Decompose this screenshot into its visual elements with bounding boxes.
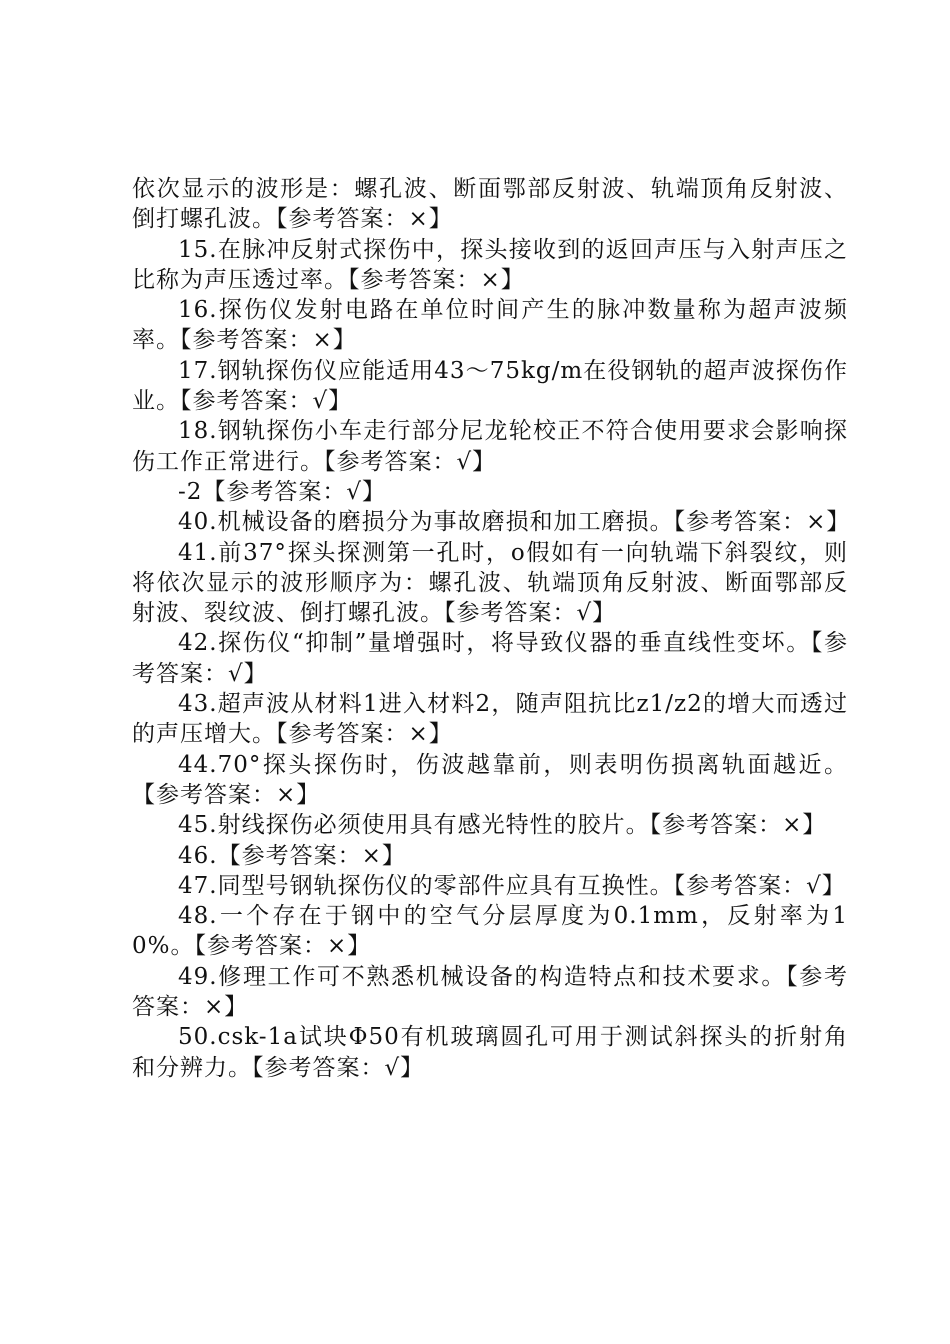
question-50: 50.csk-1a试块Φ50有机玻璃圆孔可用于测试斜探头的折射角和分辨力。【参考答案：√】 [132,1024,848,1081]
question-17: 17.钢轨探伤仪应能适用43～75kg/m在役钢轨的超声波探伤作业。【参考答案：√】 [132,357,848,415]
question-16: 16.探伤仪发射电路在单位时间产生的脉冲数量称为超声波频率。【参考答案：×】 [132,297,848,354]
question-15: 15.在脉冲反射式探伤中，探头接收到的返回声压与入射声压之比称为声压透过率。【参考答案：×】 [132,236,848,293]
question-48: 48.一个存在于钢中的空气分层厚度为0.1mm，反射率为10%。【参考答案：×】 [132,903,848,960]
question-49: 49.修理工作可不熟悉机械设备的构造特点和技术要求。【参考答案：×】 [132,963,848,1021]
question-46: 46.【参考答案：×】 [178,842,406,869]
question-42: 42.探伤仪“抑制”量增强时，将导致仪器的垂直线性变坏。【参考答案：√】 [132,630,848,687]
paragraph-continuation: 依次显示的波形是：螺孔波、断面鄂部反射波、轨端顶角反射波、倒打螺孔波。【参考答案：×】 [132,176,848,233]
question-43: 43.超声波从材料1进入材料2，随声阻抗比z1/z2的增大而透过的声压增大。【参考答案：×】 [132,691,848,748]
question-40: 40.机械设备的磨损分为事故磨损和加工磨损。【参考答案：×】 [178,509,851,536]
question-45: 45.射线探伤必须使用具有感光特性的胶片。【参考答案：×】 [178,812,827,839]
document-body [132,174,851,1083]
question-44: 44.70°探头探伤时，伤波越靠前，则表明伤损离轨面越近。【参考答案：×】 [132,751,848,808]
question-18: 18.钢轨探伤小车走行部分尼龙轮校正不符合使用要求会影响探伤工作正常进行。【参考答案：√】 [132,418,848,475]
question-47: 47.同型号钢轨探伤仪的零部件应具有互换性。【参考答案：√】 [178,872,846,899]
question-41: 41.前37°探头探测第一孔时，o假如有一向轨端下斜裂纹，则将依次显示的波形顺序为：螺孔波、轨端顶角反射波、断面鄂部反射波、裂纹波、倒打螺孔波。【参考答案：√】 [132,539,848,627]
question-fragment: -2【参考答案：√】 [178,478,387,505]
